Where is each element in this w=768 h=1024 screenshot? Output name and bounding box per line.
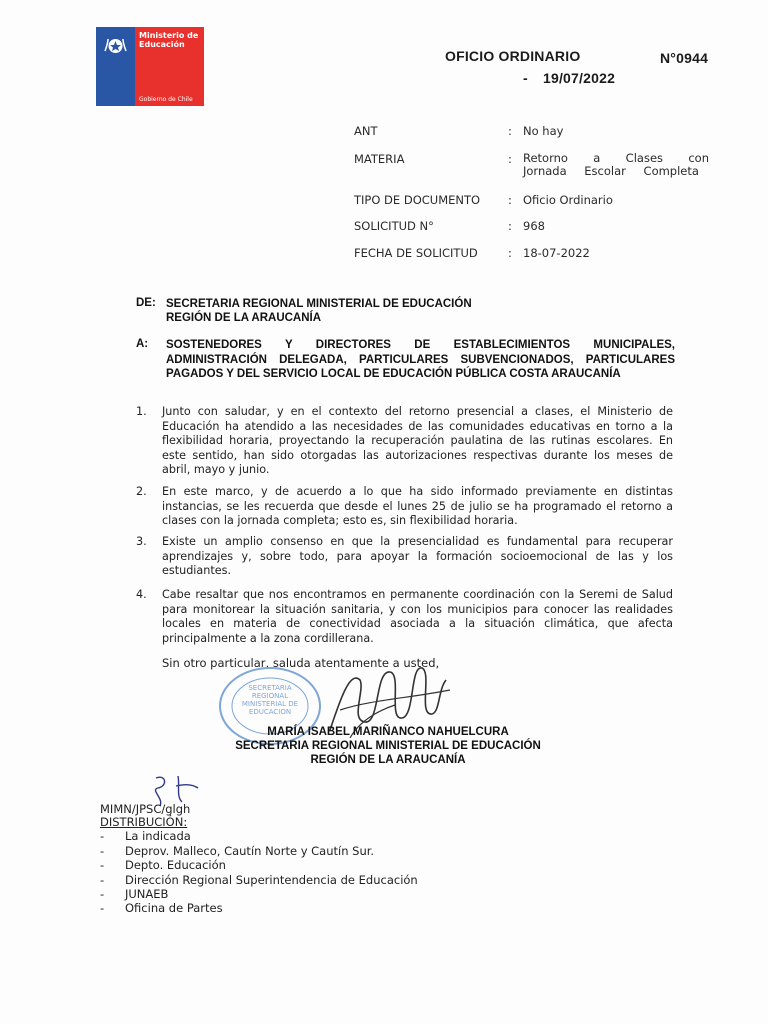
distribution-item: - JUNAEB xyxy=(100,887,169,902)
to-line: ADMINISTRACIÓN DELEGADA, PARTICULARES SUBVENCIONADOS, PARTICULARES xyxy=(166,353,675,366)
meta-label: ANT xyxy=(354,124,378,138)
meta-label: SOLICITUD N° xyxy=(354,219,434,233)
document-type: OFICIO ORDINARIO xyxy=(445,48,581,64)
meta-label: FECHA DE SOLICITUD xyxy=(354,246,478,260)
from-block xyxy=(166,297,472,325)
stamp-text: SECRETARIA REGIONAL MINISTERIAL DE EDUCACION xyxy=(241,684,299,716)
distribution-item: - Oficina de Partes xyxy=(100,901,223,916)
from-line: SECRETARIA REGIONAL MINISTERIAL DE EDUCACIÓN xyxy=(166,298,472,310)
paragraph-number: 1. xyxy=(136,405,147,418)
distribution-item: - Deprov. Malleco, Cautín Norte y Cautín Sur. xyxy=(100,843,375,858)
meta-colon: : xyxy=(508,152,512,166)
logo-government-text: Gobierno de Chile xyxy=(139,96,193,103)
distribution-item: - Depto. Educación xyxy=(100,858,226,873)
document-number: N°0944 xyxy=(660,50,709,66)
meta-label: TIPO DE DOCUMENTO xyxy=(354,193,481,207)
paragraph-number: 3. xyxy=(136,535,147,548)
from-label: DE: xyxy=(136,297,156,309)
paragraph-text: Cabe resaltar que nos encontramos en permanente coordinación con la Seremi de Salud para monitorear la situación sanitaria, y con los municipios para conocer las realidades locales en materia de conectividad asociada a la situación climática, que afecta principalmente a la zona cordillerana. xyxy=(162,588,673,645)
to-block xyxy=(166,338,675,382)
signer-name: MARÍA ISABEL MARIÑANCO NAHUELCURA xyxy=(267,726,509,738)
signer-region: REGIÓN DE LA ARAUCANÍA xyxy=(310,754,466,766)
logo-ministry-text: Ministerio de Educación xyxy=(139,31,199,49)
distribution-item: - La indicada xyxy=(100,829,191,844)
meta-colon: : xyxy=(508,219,512,233)
meta-colon: : xyxy=(508,124,512,138)
meta-value: 18-07-2022 xyxy=(523,246,590,260)
paragraph-number: 2. xyxy=(136,485,147,498)
meta-label: MATERIA xyxy=(354,152,405,166)
to-line: PAGADOS Y DEL SERVICIO LOCAL DE EDUCACIÓN PÚBLICA COSTA ARAUCANÍA xyxy=(166,368,621,380)
to-line: SOSTENEDORES Y DIRECTORES DE ESTABLECIMIENTOS MUNICIPALES, xyxy=(166,339,675,351)
meta-value: Retorno a Clases con Jornada Escolar Completa xyxy=(523,151,709,178)
paragraph-text: Junto con saludar, y en el contexto del retorno presencial a clases, el Ministerio de Educación ha atendido a las necesidades de las comunidades educativas en torno a la flexibilidad horaria, proyectando la recuperación paulatina de las rutinas escolares. En este sentido, han sido otorgadas las autorizaciones respectivas durante los meses de abril, mayo y junio. xyxy=(162,405,673,476)
date-dash: - xyxy=(523,70,528,86)
meta-value: Oficio Ordinario xyxy=(523,193,613,207)
reference-initials: MIMN/JPSC/glgh xyxy=(100,802,191,816)
signature-block xyxy=(200,725,576,767)
paragraph-text: En este marco, y de acuerdo a lo que ha sido informado previamente en distintas instancias, se les recuerda que desde el lunes 25 de julio se ha programado el retorno a clases con la jornada completa; esto es, sin flexibilidad horaria. xyxy=(162,485,673,527)
meta-colon: : xyxy=(508,246,512,260)
meta-value: 968 xyxy=(523,219,545,233)
ministry-logo xyxy=(96,27,204,106)
paragraph-text: Existe un amplio consenso en que la presencialidad es fundamental para recuperar aprendizajes y, sobre todo, para apoyar la formación socioemocional de las y los estudiantes. xyxy=(162,535,673,577)
meta-value: No hay xyxy=(523,124,564,138)
signer-title: SECRETARIA REGIONAL MINISTERIAL DE EDUCACIÓN xyxy=(235,740,541,752)
distribution-item: - Dirección Regional Superintendencia de Educación xyxy=(100,872,418,887)
distribution-list xyxy=(100,815,418,916)
from-line: REGIÓN DE LA ARAUCANÍA xyxy=(166,312,322,324)
coat-of-arms-icon xyxy=(102,33,129,57)
to-label: A: xyxy=(136,338,149,350)
distribution-title: DISTRIBUCIÓN: xyxy=(100,815,188,829)
document-date: 19/07/2022 xyxy=(543,70,616,86)
closing-line: Sin otro particular, saluda atentamente a usted, xyxy=(162,656,440,670)
meta-colon: : xyxy=(508,193,512,207)
paragraph-number: 4. xyxy=(136,588,147,601)
